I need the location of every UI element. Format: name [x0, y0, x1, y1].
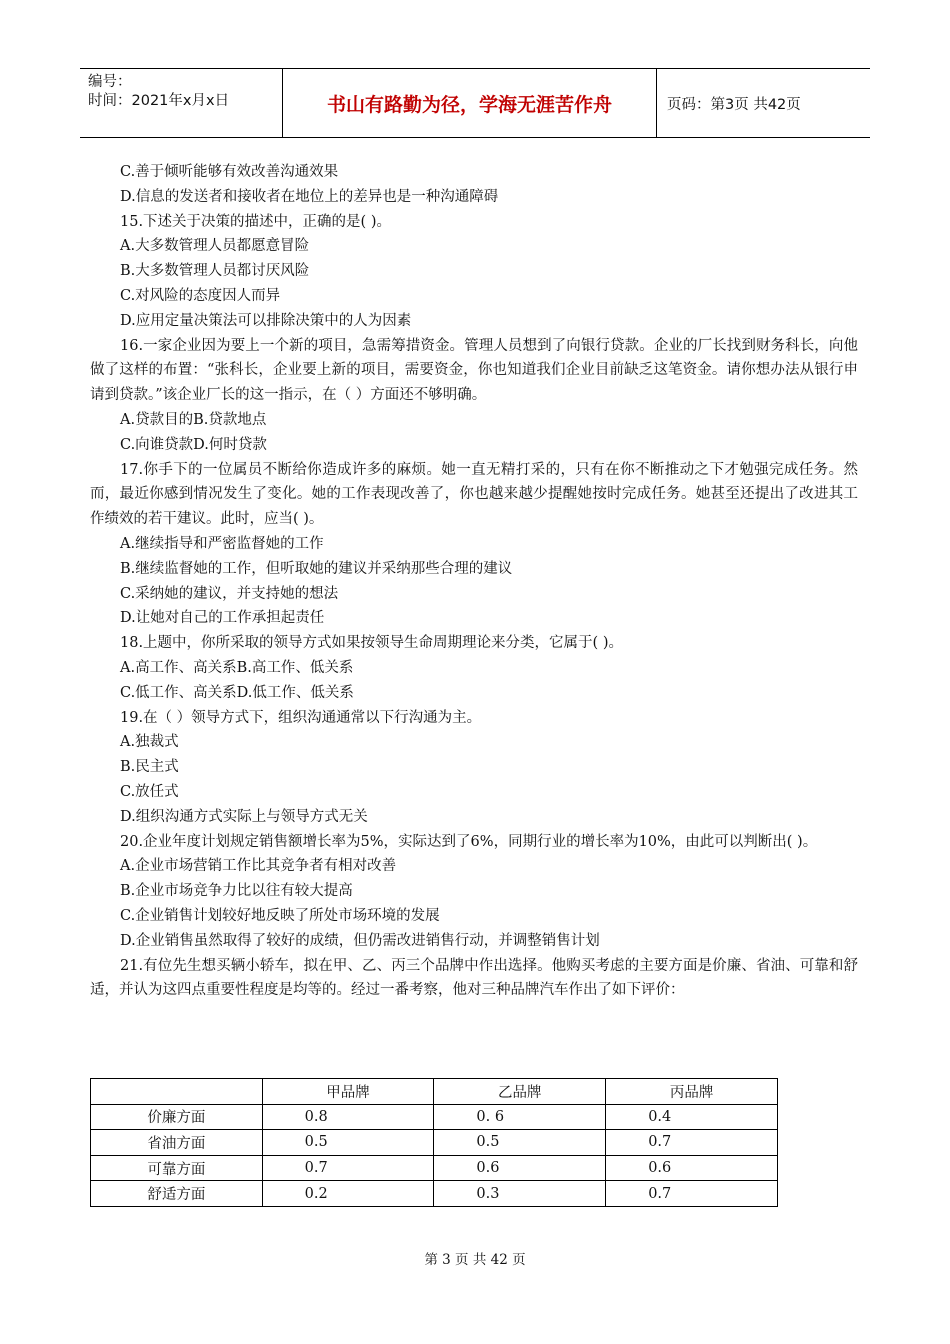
table-cell: 0.8 [262, 1104, 434, 1130]
text-line: D.应用定量决策法可以排除决策中的人为因素 [120, 312, 412, 329]
table-cell: 0.5 [262, 1130, 434, 1156]
table-row [91, 1181, 778, 1207]
text-line: 18.上题中，你所采取的领导方式如果按领导生命周期理论来分类，它属于( )。 [120, 635, 623, 652]
text-line: B.大多数管理人员都讨厌风险 [120, 263, 310, 280]
text-line: D.信息的发送者和接收者在地位上的差异也是一种沟通障碍 [120, 188, 499, 205]
row-label: 舒适方面 [91, 1181, 263, 1207]
table-row [91, 1130, 778, 1156]
text-line: A.独裁式 [120, 734, 179, 751]
document-number-label: 编号： [88, 74, 132, 90]
document-date-label: 时间：2021年x月x日 [88, 93, 230, 109]
table-header-row [91, 1079, 778, 1105]
table-cell: 0.3 [434, 1181, 606, 1207]
text-line: A.大多数管理人员都愿意冒险 [120, 238, 310, 255]
table-cell: 0.7 [606, 1130, 778, 1156]
text-line: 17.你手下的一位属员不断给你造成许多的麻烦。她一直无精打采的，只有在你不断推动之下才勉强完成任务。然而，最近你感到情况发生了变化。她的工作表现改善了，你也越来越少提醒她按时完成任务。她甚至还提出了改进其工作绩效的若干建议。此时，应当( )。 [90, 461, 858, 528]
table-cell: 0.5 [434, 1130, 606, 1156]
row-label: 省油方面 [91, 1130, 263, 1156]
text-line: D.组织沟通方式实际上与领导方式无关 [120, 808, 368, 825]
text-line: C.放任式 [120, 783, 179, 800]
header-meta [80, 69, 283, 137]
text-line: 16.一家企业因为要上一个新的项目，急需筹措资金。管理人员想到了向银行贷款。企业的厂长找到财务科长，向他做了这样的布置：“张科长，企业要上新的项目，需要资金，你也知道我们企业目前缺乏这笔资金。请你想办法从银行申请到贷款。”该企业厂长的这一指示，在（ ）方面还不够明确。 [90, 337, 858, 404]
table-cell: 0.7 [606, 1181, 778, 1207]
text-line: A.继续指导和严密监督她的工作 [120, 535, 324, 552]
table-cell: 0.6 [606, 1155, 778, 1181]
text-line: D.企业销售虽然取得了较好的成绩，但仍需改进销售行动，并调整销售计划 [120, 932, 600, 949]
table-header-cell: 丙品牌 [606, 1079, 778, 1105]
text-line: B.企业市场竞争力比以往有较大提高 [120, 883, 353, 900]
table-cell: 0.6 [434, 1155, 606, 1181]
text-line: 15.下述关于决策的描述中，正确的是( )。 [120, 213, 391, 230]
table-cell: 0.4 [606, 1104, 778, 1130]
table-cell: 0. 6 [434, 1104, 606, 1130]
brand-evaluation-table [90, 1078, 778, 1207]
text-line: 19.在（ ）领导方式下，组织沟通通常以下行沟通为主。 [120, 709, 482, 726]
document-body [90, 160, 858, 1003]
text-line: A.高工作、高关系B.高工作、低关系 [120, 659, 354, 676]
header-motto: 书山有路勤为径，学海无涯苦作舟 [283, 69, 657, 137]
row-label: 价廉方面 [91, 1104, 263, 1130]
text-line: B.民主式 [120, 759, 179, 776]
table-header-cell: 甲品牌 [262, 1079, 434, 1105]
page-header [80, 68, 870, 138]
header-page-label: 页码：第3页 共42页 [667, 96, 801, 113]
table-cell: 0.2 [262, 1181, 434, 1207]
text-line: 20.企业年度计划规定销售额增长率为5%，实际达到了6%，同期行业的增长率为10%，由此可以判断出( )。 [120, 833, 818, 850]
text-line: C.善于倾听能够有效改善沟通效果 [120, 164, 339, 180]
table-cell: 0.7 [262, 1155, 434, 1181]
text-line: C.企业销售计划较好地反映了所处市场环境的发展 [120, 907, 440, 924]
text-line: C.向谁贷款D.何时贷款 [120, 436, 267, 453]
page-footer: 第 3 页 共 42 页 [424, 1252, 526, 1268]
text-line: A.企业市场营销工作比其竞争者有相对改善 [120, 858, 397, 875]
row-label: 可靠方面 [91, 1155, 263, 1181]
table-header-cell [91, 1079, 263, 1105]
table-row [91, 1104, 778, 1130]
table-header-cell: 乙品牌 [434, 1079, 606, 1105]
text-line: A.贷款目的B.贷款地点 [120, 411, 267, 428]
text-line: D.让她对自己的工作承担起责任 [120, 610, 325, 627]
text-line: 21.有位先生想买辆小轿车，拟在甲、乙、丙三个品牌中作出选择。他购买考虑的主要方面是价廉、省油、可靠和舒适，并认为这四点重要性程度是均等的。经过一番考察，他对三种品牌汽车作出了如下评价： [90, 957, 858, 999]
text-line: C.低工作、高关系D.低工作、低关系 [120, 684, 354, 701]
table-row [91, 1155, 778, 1181]
text-line: C.对风险的态度因人而异 [120, 287, 281, 304]
text-line: B.继续监督她的工作，但听取她的建议并采纳那些合理的建议 [120, 560, 513, 577]
text-line: C.采纳她的建议，并支持她的想法 [120, 585, 339, 602]
